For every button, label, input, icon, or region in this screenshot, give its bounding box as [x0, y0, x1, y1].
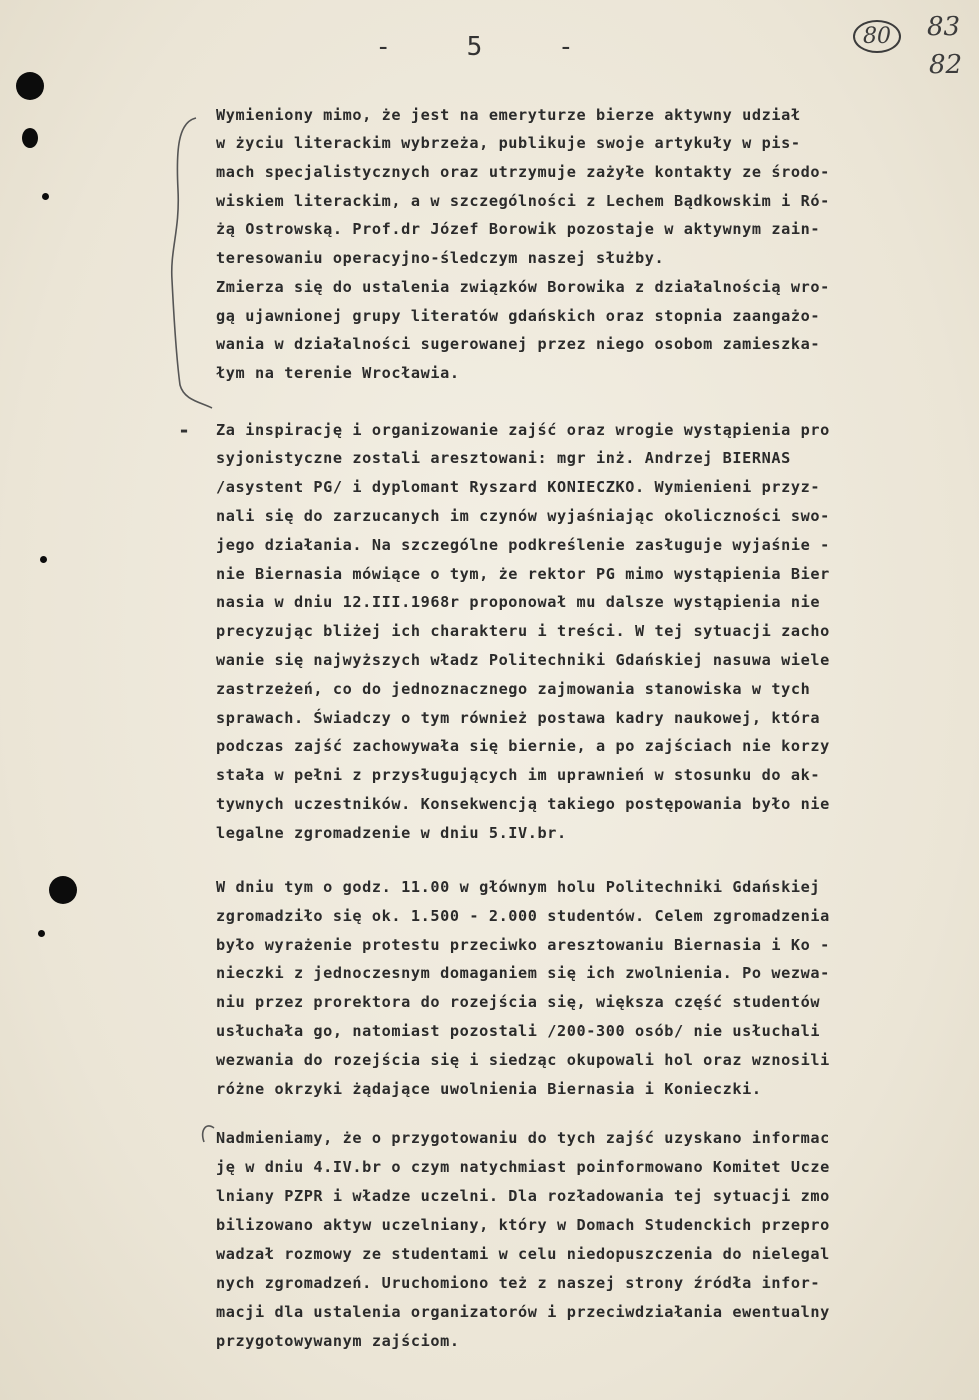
archive-number-2: 82 [929, 50, 963, 80]
text-line: żą Ostrowską. Prof.dr Józef Borowik pozostaje w aktywnym zain- [216, 220, 821, 238]
text-line: niu przez prorektora do rozejścia się, większa część studentów [216, 993, 821, 1011]
text-line: gą ujawnionej grupy literatów gdańskich oraz stopnia zaangażo- [216, 307, 821, 325]
text-line: /asystent PG/ i dyplomant Ryszard KONIECZKO. Wymienieni przyz- [216, 478, 821, 496]
text-line: teresowaniu operacyjno-śledczym naszej służby. [216, 249, 665, 267]
archive-number-circled: 80 [853, 20, 901, 53]
text-line: legalne zgromadzenie w dniu 5.IV.br. [216, 824, 567, 842]
text-line: podczas zajść zachowywała się biernie, a po zajściach nie korzy [216, 737, 830, 755]
text-line: sprawach. Świadczy o tym również postawa kadry naukowej, która [216, 709, 821, 727]
text-line: w życiu literackim wybrzeża, publikuje swoje artykuły w pis- [216, 134, 801, 152]
margin-tick-mark [203, 1126, 214, 1142]
text-line: nali się do zarzucanych im czynów wyjaśniając okoliczności swo- [216, 507, 830, 525]
text-line: zastrzeżeń, co do jednoznacznego zajmowania stanowiska w tych [216, 680, 811, 698]
bullet-dash: - [178, 418, 191, 442]
page-number: - 5 - [375, 32, 604, 62]
text-line: nych zgromadzeń. Uruchomiono też z naszej strony źródła infor- [216, 1274, 821, 1292]
text-line: nieczki z jednoczesnym domaganiem się ich zwolnienia. Po wezwa- [216, 964, 830, 982]
text-line: Nadmieniamy, że o przygotowaniu do tych zajść uzyskano informac [216, 1129, 830, 1147]
text-line: wezwania do rozejścia się i siedząc okupowali hol oraz wznosili [216, 1051, 830, 1069]
text-line: usłuchała go, natomiast pozostali /200-300 osób/ nie usłuchali [216, 1022, 821, 1040]
text-line: syjonistyczne zostali aresztowani: mgr inż. Andrzej BIERNAS [216, 449, 791, 467]
text-line: Za inspirację i organizowanie zajść oraz wrogie wystąpienia pro [216, 421, 830, 439]
text-line: nie Biernasia mówiące o tym, że rektor PG mimo wystąpienia Bier [216, 565, 830, 583]
text-line: nasia w dniu 12.III.1968r proponował mu dalsze wystąpienia nie [216, 593, 821, 611]
text-line: mach specjalistycznych oraz utrzymuje zażyłe kontakty ze środo- [216, 163, 830, 181]
text-line: precyzując bliżej ich charakteru i treści. W tej sytuacji zacho [216, 622, 830, 640]
text-line: łym na terenie Wrocławia. [216, 364, 460, 382]
text-line: stała w pełni z przysługujących im uprawnień w stosunku do ak- [216, 766, 821, 784]
text-line: wiskiem literackim, a w szczególności z Lechem Bądkowskim i Ró- [216, 192, 830, 210]
text-line: Zmierza się do ustalenia związków Borowika z działalnością wro- [216, 278, 830, 296]
text-line: lniany PZPR i władze uczelni. Dla rozładowania tej sytuacji zmo [216, 1187, 830, 1205]
text-line: bilizowano aktyw uczelniany, który w Domach Studenckich przepro [216, 1216, 830, 1234]
text-line: jego działania. Na szczególne podkreślenie zasługuje wyjaśnie - [216, 536, 830, 554]
text-line: macji dla ustalenia organizatorów i przeciwdziałania ewentualny [216, 1303, 830, 1321]
text-line: zgromadziło się ok. 1.500 - 2.000 studentów. Celem zgromadzenia [216, 907, 830, 925]
text-line: różne okrzyki żądające uwolnienia Biernasia i Konieczki. [216, 1080, 762, 1098]
archive-number-1: 83 [927, 12, 961, 42]
text-line: wadzał rozmowy ze studentami w celu niedopuszczenia do nielegal [216, 1245, 830, 1263]
text-line: ję w dniu 4.IV.br o czym natychmiast poinformowano Komitet Ucze [216, 1158, 830, 1176]
margin-bracket-mark [172, 118, 212, 408]
text-line: przygotowywanym zajściom. [216, 1332, 460, 1350]
text-line: Wymieniony mimo, że jest na emeryturze bierze aktywny udział [216, 106, 801, 124]
text-line: wania w działalności sugerowanej przez niego osobom zamieszka- [216, 335, 821, 353]
text-line: W dniu tym o godz. 11.00 w głównym holu Politechniki Gdańskiej [216, 878, 821, 896]
text-line: wanie się najwyższych władz Politechniki Gdańskiej nasuwa wiele [216, 651, 830, 669]
text-line: było wyrażenie protestu przeciwko aresztowaniu Biernasia i Ko - [216, 936, 830, 954]
text-line: tywnych uczestników. Konsekwencją takiego postępowania było nie [216, 795, 830, 813]
